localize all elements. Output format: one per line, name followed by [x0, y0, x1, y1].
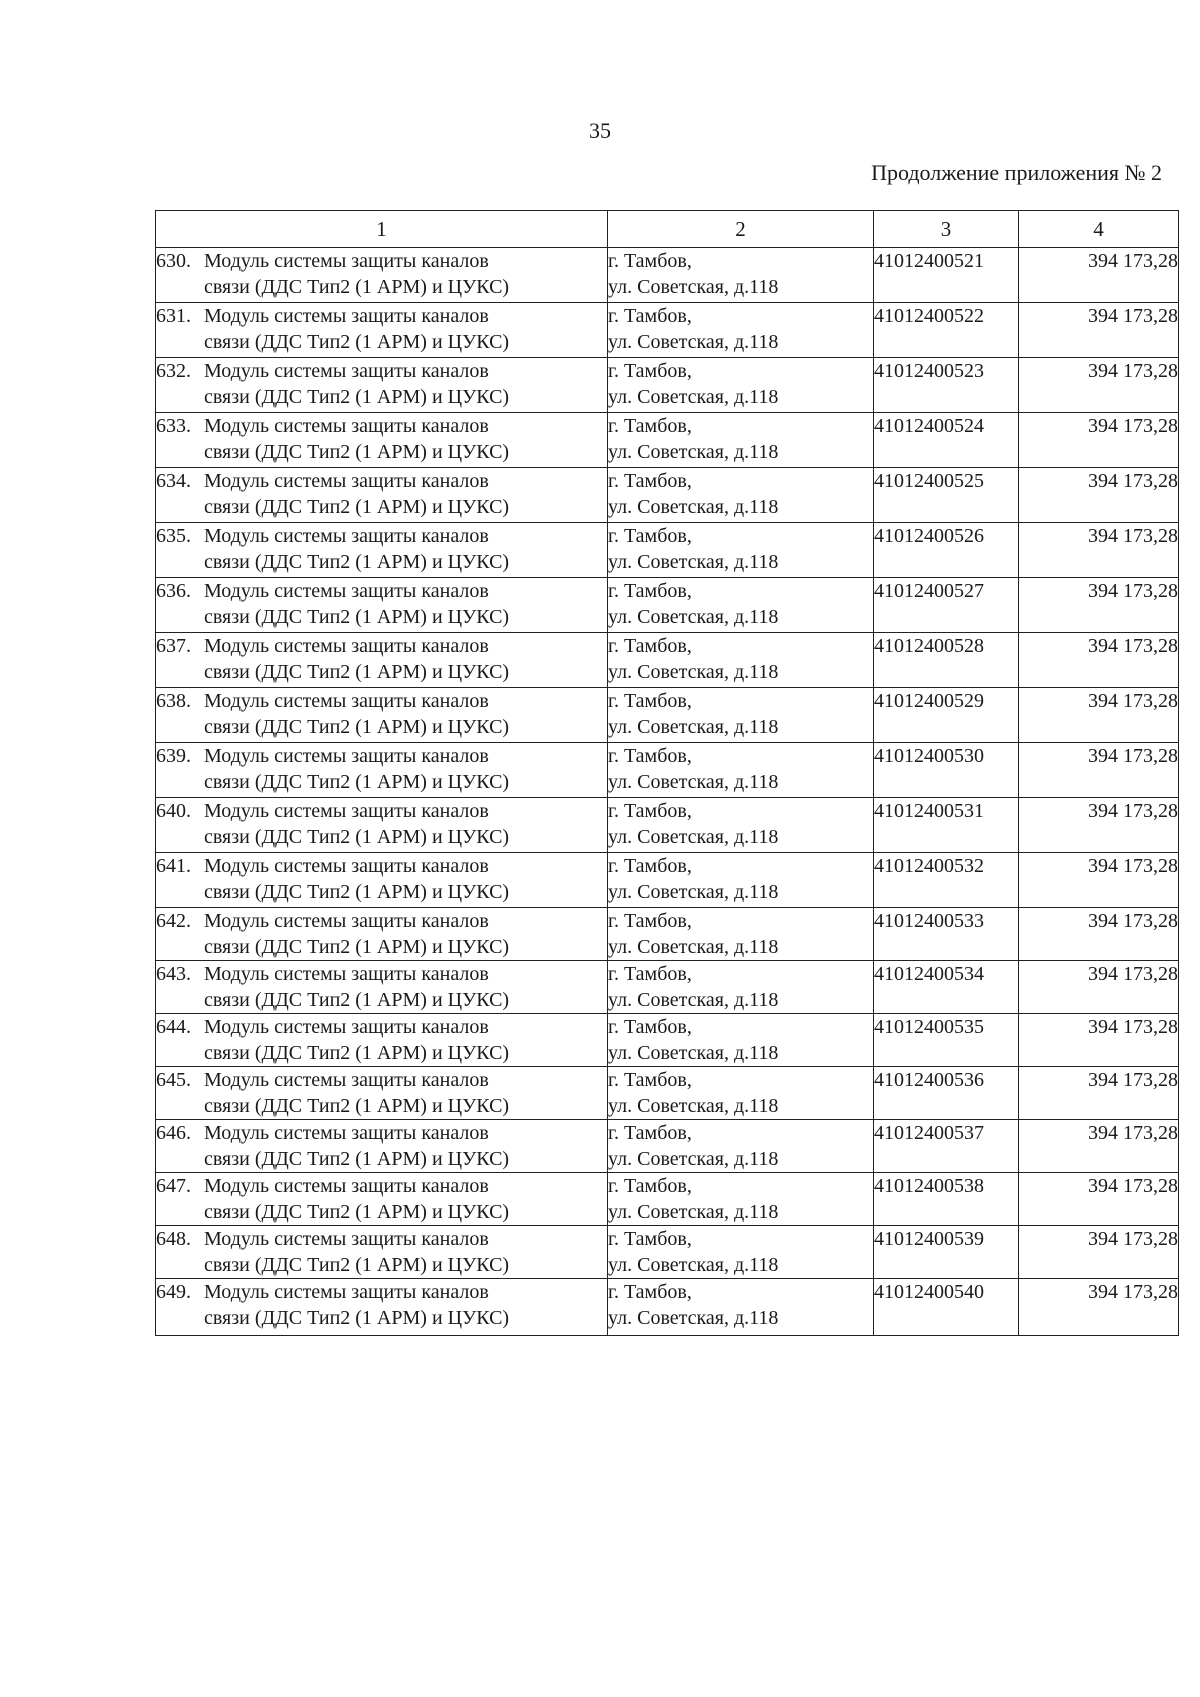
inventory-number-cell: 41012400537 [874, 1120, 1019, 1173]
table-row [156, 1279, 1179, 1336]
item-name-line: Модуль системы защиты каналов [204, 1175, 489, 1197]
address-cell [608, 248, 874, 303]
address-cell [608, 413, 874, 468]
address-line: ул. Советская, д.118 [608, 1095, 779, 1117]
item-number: 640. [156, 800, 191, 822]
table-row [156, 798, 1179, 853]
address-line: г. Тамбов, [608, 580, 692, 602]
item-name-line: связи (ДДС Тип2 (1 АРМ) и ЦУКС) [204, 1201, 510, 1223]
item-name-line: связи (ДДС Тип2 (1 АРМ) и ЦУКС) [204, 936, 510, 958]
item-name-line: связи (ДДС Тип2 (1 АРМ) и ЦУКС) [204, 716, 510, 738]
inventory-number-cell: 41012400531 [874, 798, 1019, 853]
address-line: г. Тамбов, [608, 635, 692, 657]
item-number: 641. [156, 855, 191, 877]
column-header-4: 4 [1019, 211, 1179, 248]
cost-cell: 394 173,28 [1019, 578, 1179, 633]
item-name-line: Модуль системы защиты каналов [204, 1069, 489, 1091]
item-name-cell [156, 798, 608, 853]
page-number: 35 [589, 118, 611, 143]
table-row [156, 1173, 1179, 1226]
item-name-cell [156, 358, 608, 413]
address-line: г. Тамбов, [608, 1122, 692, 1144]
address-cell [608, 1226, 874, 1279]
item-name-cell [156, 1014, 608, 1067]
address-line: ул. Советская, д.118 [608, 1148, 779, 1170]
address-line: г. Тамбов, [608, 855, 692, 877]
address-line: ул. Советская, д.118 [608, 1307, 779, 1329]
cost-cell: 394 173,28 [1019, 413, 1179, 468]
cost-cell: 394 173,28 [1019, 1067, 1179, 1120]
address-line: г. Тамбов, [608, 1228, 692, 1250]
cost-cell: 394 173,28 [1019, 798, 1179, 853]
table-row [156, 1014, 1179, 1067]
item-name-line: связи (ДДС Тип2 (1 АРМ) и ЦУКС) [204, 1254, 510, 1276]
inventory-number-cell: 41012400536 [874, 1067, 1019, 1120]
inventory-number-cell: 41012400521 [874, 248, 1019, 303]
address-line: ул. Советская, д.118 [608, 826, 779, 848]
item-number: 635. [156, 525, 191, 547]
item-name-cell [156, 248, 608, 303]
cost-cell: 394 173,28 [1019, 633, 1179, 688]
address-line: г. Тамбов, [608, 910, 692, 932]
inventory-number-cell: 41012400523 [874, 358, 1019, 413]
table-row [156, 961, 1179, 1014]
address-line: г. Тамбов, [608, 1281, 692, 1303]
item-number: 634. [156, 470, 191, 492]
item-name-line: Модуль системы защиты каналов [204, 745, 489, 767]
item-name-cell [156, 413, 608, 468]
item-name-line: Модуль системы защиты каналов [204, 250, 489, 272]
item-name-cell [156, 688, 608, 743]
address-cell [608, 303, 874, 358]
address-line: ул. Советская, д.118 [608, 1254, 779, 1276]
item-name-cell [156, 633, 608, 688]
item-number: 633. [156, 415, 191, 437]
item-name-cell [156, 578, 608, 633]
cost-cell: 394 173,28 [1019, 688, 1179, 743]
inventory-number-cell: 41012400540 [874, 1279, 1019, 1336]
cost-cell: 394 173,28 [1019, 1173, 1179, 1226]
item-name-line: связи (ДДС Тип2 (1 АРМ) и ЦУКС) [204, 1042, 510, 1064]
table-row [156, 468, 1179, 523]
address-cell [608, 853, 874, 908]
address-line: ул. Советская, д.118 [608, 716, 779, 738]
address-line: г. Тамбов, [608, 470, 692, 492]
address-line: ул. Советская, д.118 [608, 331, 779, 353]
item-number: 632. [156, 360, 191, 382]
table-row [156, 688, 1179, 743]
address-cell [608, 633, 874, 688]
inventory-number-cell: 41012400532 [874, 853, 1019, 908]
address-line: г. Тамбов, [608, 1069, 692, 1091]
item-name-line: связи (ДДС Тип2 (1 АРМ) и ЦУКС) [204, 989, 510, 1011]
item-number: 647. [156, 1175, 191, 1197]
address-line: г. Тамбов, [608, 360, 692, 382]
table-row [156, 358, 1179, 413]
table-row [156, 523, 1179, 578]
inventory-number-cell: 41012400530 [874, 743, 1019, 798]
cost-cell: 394 173,28 [1019, 961, 1179, 1014]
cost-cell: 394 173,28 [1019, 1226, 1179, 1279]
item-name-line: связи (ДДС Тип2 (1 АРМ) и ЦУКС) [204, 1095, 510, 1117]
address-cell [608, 1279, 874, 1336]
item-name-cell [156, 1120, 608, 1173]
item-name-line: Модуль системы защиты каналов [204, 910, 489, 932]
table-row [156, 248, 1179, 303]
inventory-number-cell: 41012400528 [874, 633, 1019, 688]
address-cell [608, 688, 874, 743]
table-row [156, 633, 1179, 688]
item-number: 637. [156, 635, 191, 657]
cost-cell: 394 173,28 [1019, 523, 1179, 578]
inventory-number-cell: 41012400522 [874, 303, 1019, 358]
item-name-line: Модуль системы защиты каналов [204, 415, 489, 437]
address-line: ул. Советская, д.118 [608, 551, 779, 573]
address-cell [608, 1120, 874, 1173]
cost-cell: 394 173,28 [1019, 1120, 1179, 1173]
address-cell [608, 1014, 874, 1067]
address-line: г. Тамбов, [608, 745, 692, 767]
address-cell [608, 1067, 874, 1120]
inventory-number-cell: 41012400534 [874, 961, 1019, 1014]
address-cell [608, 961, 874, 1014]
inventory-number-cell: 41012400539 [874, 1226, 1019, 1279]
inventory-number-cell: 41012400526 [874, 523, 1019, 578]
cost-cell: 394 173,28 [1019, 358, 1179, 413]
item-name-cell [156, 1279, 608, 1336]
address-cell [608, 523, 874, 578]
address-line: ул. Советская, д.118 [608, 1201, 779, 1223]
address-cell [608, 468, 874, 523]
inventory-number-cell: 41012400538 [874, 1173, 1019, 1226]
inventory-number-cell: 41012400535 [874, 1014, 1019, 1067]
address-line: ул. Советская, д.118 [608, 276, 779, 298]
item-name-line: Модуль системы защиты каналов [204, 635, 489, 657]
address-cell [608, 798, 874, 853]
item-name-line: связи (ДДС Тип2 (1 АРМ) и ЦУКС) [204, 551, 510, 573]
item-name-cell [156, 468, 608, 523]
item-name-line: Модуль системы защиты каналов [204, 525, 489, 547]
inventory-number-cell: 41012400527 [874, 578, 1019, 633]
address-line: ул. Советская, д.118 [608, 989, 779, 1011]
cost-cell: 394 173,28 [1019, 248, 1179, 303]
item-number: 644. [156, 1016, 191, 1038]
item-name-cell [156, 1173, 608, 1226]
table-row [156, 1120, 1179, 1173]
address-line: г. Тамбов, [608, 963, 692, 985]
table-row [156, 1226, 1179, 1279]
item-name-line: связи (ДДС Тип2 (1 АРМ) и ЦУКС) [204, 496, 510, 518]
cost-cell: 394 173,28 [1019, 853, 1179, 908]
item-name-line: Модуль системы защиты каналов [204, 800, 489, 822]
table-row [156, 413, 1179, 468]
table-row [156, 578, 1179, 633]
item-name-line: связи (ДДС Тип2 (1 АРМ) и ЦУКС) [204, 606, 510, 628]
item-name-cell [156, 908, 608, 961]
item-name-line: Модуль системы защиты каналов [204, 1016, 489, 1038]
column-header-2: 2 [608, 211, 874, 248]
address-line: г. Тамбов, [608, 1016, 692, 1038]
item-name-cell [156, 523, 608, 578]
item-name-cell [156, 303, 608, 358]
item-number: 630. [156, 250, 191, 272]
item-name-line: Модуль системы защиты каналов [204, 690, 489, 712]
item-name-cell [156, 743, 608, 798]
item-number: 645. [156, 1069, 191, 1091]
address-line: г. Тамбов, [608, 305, 692, 327]
address-cell [608, 1173, 874, 1226]
appendix-continuation-label: Продолжение приложения № 2 [871, 160, 1162, 185]
table-row [156, 303, 1179, 358]
item-name-cell [156, 961, 608, 1014]
table-row [156, 853, 1179, 908]
table-row [156, 743, 1179, 798]
address-line: г. Тамбов, [608, 250, 692, 272]
item-name-line: связи (ДДС Тип2 (1 АРМ) и ЦУКС) [204, 276, 510, 298]
cost-cell: 394 173,28 [1019, 468, 1179, 523]
table-body [156, 248, 1179, 1336]
item-name-line: связи (ДДС Тип2 (1 АРМ) и ЦУКС) [204, 331, 510, 353]
inventory-number-cell: 41012400524 [874, 413, 1019, 468]
address-line: г. Тамбов, [608, 690, 692, 712]
item-number: 646. [156, 1122, 191, 1144]
address-line: ул. Советская, д.118 [608, 1042, 779, 1064]
item-number: 643. [156, 963, 191, 985]
item-number: 631. [156, 305, 191, 327]
item-name-line: связи (ДДС Тип2 (1 АРМ) и ЦУКС) [204, 771, 510, 793]
item-number: 649. [156, 1281, 191, 1303]
item-number: 636. [156, 580, 191, 602]
item-name-line: Модуль системы защиты каналов [204, 1122, 489, 1144]
address-line: ул. Советская, д.118 [608, 386, 779, 408]
item-name-cell [156, 853, 608, 908]
inventory-number-cell: 41012400529 [874, 688, 1019, 743]
cost-cell: 394 173,28 [1019, 908, 1179, 961]
item-name-line: Модуль системы защиты каналов [204, 1281, 489, 1303]
item-name-line: связи (ДДС Тип2 (1 АРМ) и ЦУКС) [204, 1307, 510, 1329]
address-line: ул. Советская, д.118 [608, 496, 779, 518]
address-line: ул. Советская, д.118 [608, 441, 779, 463]
cost-cell: 394 173,28 [1019, 1279, 1179, 1336]
item-name-line: связи (ДДС Тип2 (1 АРМ) и ЦУКС) [204, 1148, 510, 1170]
item-name-line: Модуль системы защиты каналов [204, 580, 489, 602]
address-line: г. Тамбов, [608, 1175, 692, 1197]
item-name-line: Модуль системы защиты каналов [204, 360, 489, 382]
address-cell [608, 578, 874, 633]
address-line: ул. Советская, д.118 [608, 771, 779, 793]
inventory-number-cell: 41012400533 [874, 908, 1019, 961]
item-name-line: Модуль системы защиты каналов [204, 470, 489, 492]
item-name-line: связи (ДДС Тип2 (1 АРМ) и ЦУКС) [204, 826, 510, 848]
cost-cell: 394 173,28 [1019, 743, 1179, 798]
address-line: г. Тамбов, [608, 800, 692, 822]
item-number: 638. [156, 690, 191, 712]
address-line: ул. Советская, д.118 [608, 661, 779, 683]
item-name-line: Модуль системы защиты каналов [204, 305, 489, 327]
address-cell [608, 743, 874, 798]
item-number: 639. [156, 745, 191, 767]
column-header-1: 1 [156, 211, 608, 248]
item-name-line: связи (ДДС Тип2 (1 АРМ) и ЦУКС) [204, 386, 510, 408]
table-row [156, 908, 1179, 961]
item-name-line: связи (ДДС Тип2 (1 АРМ) и ЦУКС) [204, 661, 510, 683]
table-header-row [156, 211, 1179, 248]
item-name-line: связи (ДДС Тип2 (1 АРМ) и ЦУКС) [204, 881, 510, 903]
column-header-3: 3 [874, 211, 1019, 248]
registry-table [155, 210, 1179, 1336]
address-line: ул. Советская, д.118 [608, 936, 779, 958]
address-cell [608, 358, 874, 413]
inventory-number-cell: 41012400525 [874, 468, 1019, 523]
item-name-line: Модуль системы защиты каналов [204, 855, 489, 877]
item-name-line: Модуль системы защиты каналов [204, 963, 489, 985]
table-row [156, 1067, 1179, 1120]
item-name-cell [156, 1226, 608, 1279]
item-number: 642. [156, 910, 191, 932]
address-cell [608, 908, 874, 961]
cost-cell: 394 173,28 [1019, 303, 1179, 358]
address-line: ул. Советская, д.118 [608, 606, 779, 628]
address-line: г. Тамбов, [608, 415, 692, 437]
item-name-cell [156, 1067, 608, 1120]
address-line: ул. Советская, д.118 [608, 881, 779, 903]
item-name-line: Модуль системы защиты каналов [204, 1228, 489, 1250]
item-name-line: связи (ДДС Тип2 (1 АРМ) и ЦУКС) [204, 441, 510, 463]
address-line: г. Тамбов, [608, 525, 692, 547]
cost-cell: 394 173,28 [1019, 1014, 1179, 1067]
item-number: 648. [156, 1228, 191, 1250]
